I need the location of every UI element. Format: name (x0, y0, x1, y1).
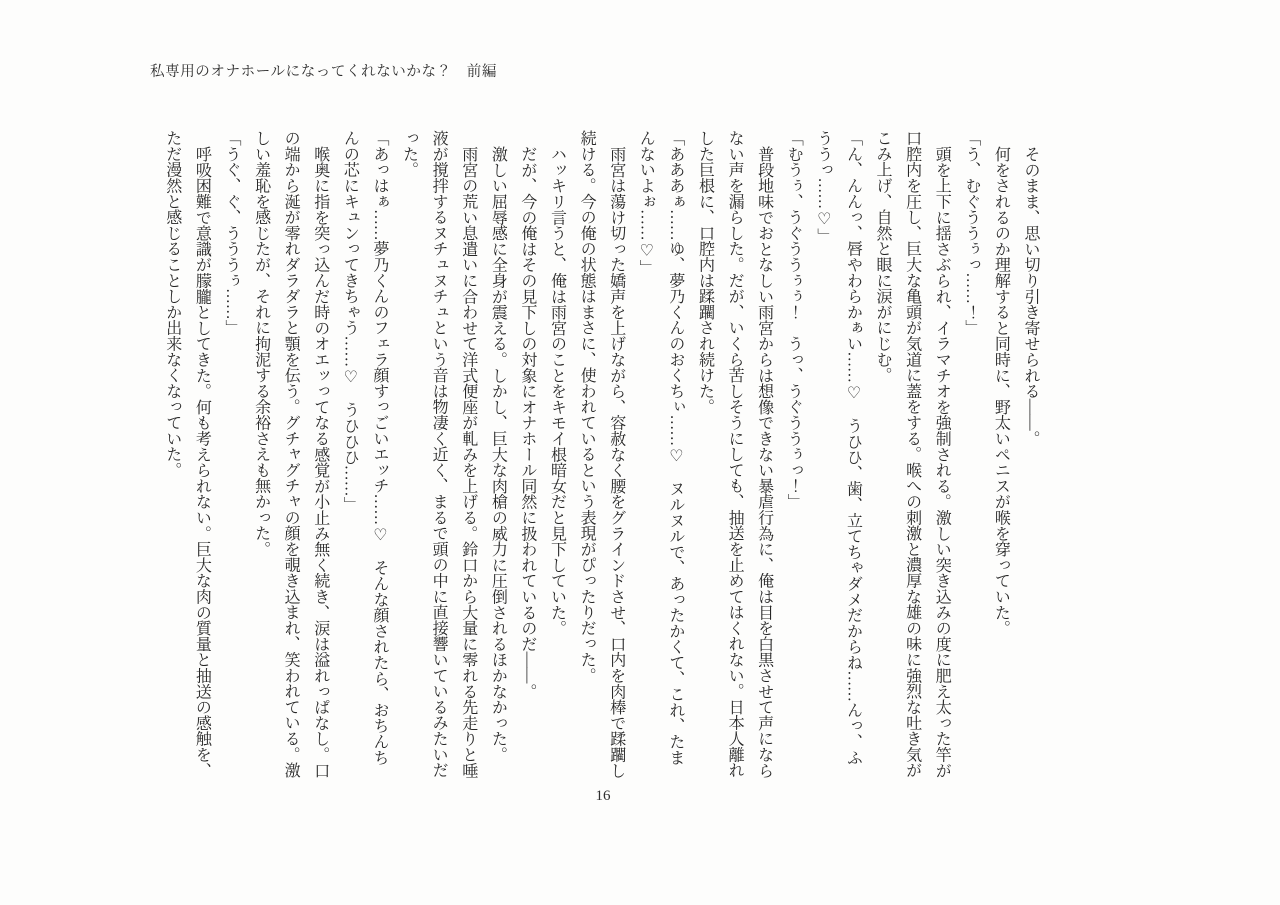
paragraph: 呼吸困難で意識が朦朧としてきた。何も考えられない。巨大な肉の質量と抽送の感触を、ただ漫然と感じることしか出来なくなっていた。 (163, 130, 211, 778)
paragraph: そのまま、思い切り引き寄せられる――。 (1022, 146, 1039, 447)
paragraph: 激しい屈辱感に全身が震える。しかし、巨大な肉槍の威力に圧倒されるほかなかった。 (489, 146, 507, 763)
vertical-text-body (155, 130, 1045, 778)
page-number: 16 (595, 788, 611, 804)
paragraph: 雨宮の荒い息遣いに合わせて洋式便座が軋みを上げる。鈴口から大量に零れる先走りと唾液が撹拌するヌチュヌチュという音は物凄く近く、まるで頭の中に直接響いているみたいだった。 (400, 130, 477, 779)
paragraph: 何をされるのか理解すると同時に、野太いペニスが喉を穿っていた。 (992, 146, 1010, 636)
paragraph: 頭を上下に揺さぶられ、イラマチオを強制される。激しい突き込みの度に肥え太った竿が口腔内を圧し、巨大な亀頭が気道に蓋をする。喉への刺激と濃厚な雄の味に強烈な吐き気がこみ上げ、自然と眼に涙がにじむ。 (874, 130, 951, 778)
paragraph: 「むうぅ、うぐううぅぅ！ うっ、うぐううぅっ！」 (785, 130, 803, 510)
paragraph: 喉奥に指を突っ込んだ時のオエッってなる感覚が小止み無く続き、涙は溢れっぱなし。口の端から涎が零れダラダラと顎を伝う。グチャグチャの顔を覗き込まれ、笑われている。激しい羞恥を感じたが、それに拘泥する余裕さえも無かった。 (252, 130, 329, 779)
paragraph: だが、今の俺はその見下しの対象にオナホール同然に扱われているのだ――。 (518, 146, 536, 700)
paragraph: 「う、むぐううぅっ……！」 (962, 130, 980, 336)
paragraph: 「あっはぁ……夢乃くんのフェラ顔すっごいエッチ……♡ そんな顔されたら、おちんちんの芯にキュンってきちゃう……♡ うひひひ……」 (341, 130, 388, 766)
paragraph: 「ん、んんっ、唇やわらかぁい……♡ うひひ、歯、立てちゃダメだからね……んっ、ふううっ……♡」 (814, 130, 862, 766)
paragraph: 普段地味でおとなしい雨宮からは想像できない暴虐行為に、俺は目を白黒させて声にならない声を漏らした。だが、いくら苦しそうにしても、抽送を止めてはくれない。日本人離れした巨根に、口腔内は蹂躙され続けた。 (696, 130, 773, 779)
page-header-title: 私専用のオナホールになってくれないかな？ 前編 (150, 64, 498, 80)
paragraph: 「うぐ、ぐ、うううぅ……」 (222, 130, 240, 336)
paragraph: 雨宮は蕩け切った嬌声を上げながら、容赦なく腰をグラインドさせ、口内を肉棒で蹂躙し続ける。今の俺の状態はまさに、使われているという表現がぴったりだった。 (578, 130, 625, 779)
paragraph: 「あああぁ……ゆ、夢乃くんのおくちぃ……♡ ヌルヌルで、あったかくて、これ、たまんないよぉ……♡」 (637, 130, 684, 766)
paragraph: ハッキリ言うと、俺は雨宮のことをキモイ根暗女だと見下していた。 (548, 146, 566, 636)
